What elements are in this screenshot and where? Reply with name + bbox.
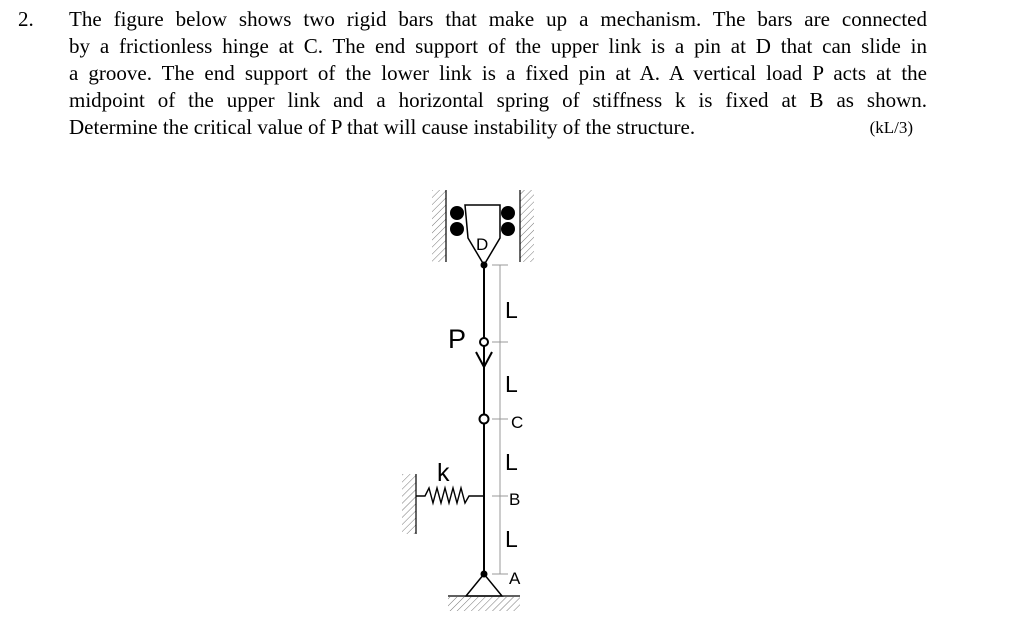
question-line-1: The figure below shows two rigid bars that make up a mechanism. The bars are connected [69, 7, 927, 31]
right-wall-hatch [520, 190, 534, 262]
load-point [480, 338, 488, 346]
question-number: 2. [18, 7, 34, 31]
question-line-5: Determine the critical value of P that will cause instability of the structure. [69, 115, 696, 139]
roller-left-top [450, 206, 464, 220]
question-line-4: midpoint of the upper link and a horizontal spring of stiffness k is fixed at B as shown. [69, 88, 927, 112]
label-A: A [509, 569, 521, 588]
dimension-label-2: L [505, 371, 518, 397]
question-line-3: a groove. The end support of the lower link is a fixed pin at A. A vertical load P acts at the [69, 61, 927, 85]
spring-wall-hatch [402, 474, 416, 534]
ground-hatch [448, 597, 520, 611]
label-P: P [448, 324, 467, 354]
spring-coil [416, 488, 484, 503]
roller-left-bottom [450, 222, 464, 236]
pin-A [481, 571, 488, 578]
question-line-2: by a frictionless hinge at C. The end support of the upper link is a pin at D that can slide in [69, 34, 927, 58]
left-wall-hatch [432, 190, 446, 262]
label-B: B [509, 490, 521, 509]
pin-D [481, 262, 488, 269]
dimension-label-4: L [505, 526, 518, 552]
label-C: C [511, 413, 524, 432]
label-k: k [437, 459, 450, 487]
marks-label: (kL/3) [869, 118, 913, 137]
label-D: D [476, 235, 489, 254]
dimension-label-1: L [505, 297, 518, 323]
hinge-C [480, 415, 489, 424]
roller-right-bottom [501, 222, 515, 236]
dimension-label-3: L [505, 449, 518, 475]
roller-right-top [501, 206, 515, 220]
